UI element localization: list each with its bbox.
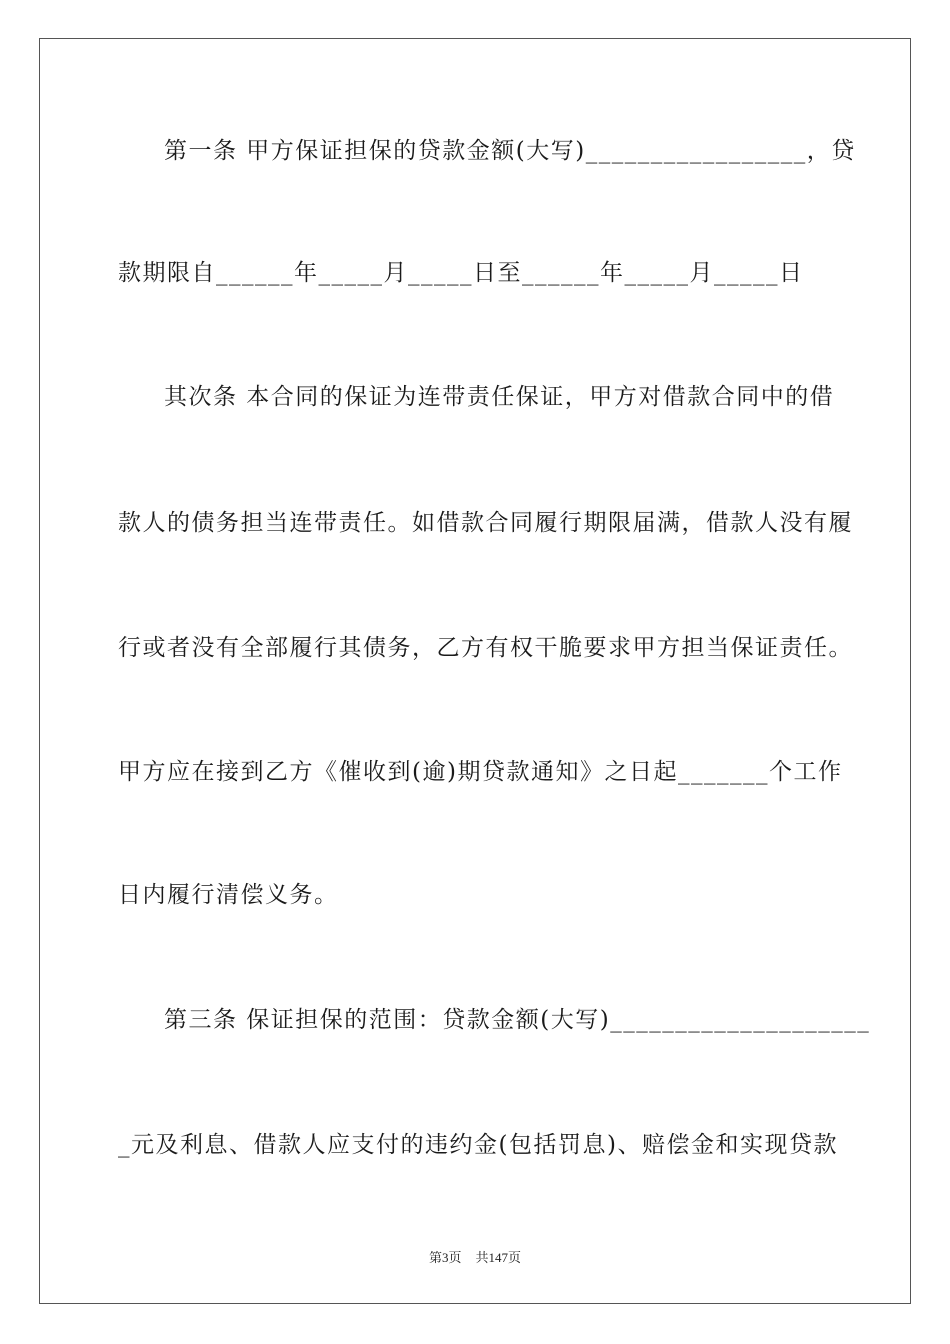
page-total: 共147页 (475, 1250, 522, 1265)
clause-1-line-1: 第一条 甲方保证担保的贷款金额(大写)_________________，贷 (164, 138, 856, 164)
page-number: 第3页 (428, 1250, 462, 1265)
clause-2-line-1: 其次条 本合同的保证为连带责任保证，甲方对借款合同中的借 (164, 384, 835, 410)
page-footer (0, 1247, 950, 1266)
clause-2-line-2: 款人的债务担当连带责任。如借款合同履行期限届满，借款人没有履 (118, 510, 853, 536)
clause-3-line-2: _元及利息、借款人应支付的违约金(包括罚息)、赔偿金和实现贷款 (118, 1132, 838, 1158)
page-border (39, 38, 911, 1304)
clause-3-line-1: 第三条 保证担保的范围：贷款金额(大写)____________________ (164, 1007, 871, 1033)
clause-2-line-3: 行或者没有全部履行其债务，乙方有权干脆要求甲方担当保证责任。 (118, 635, 853, 661)
clause-1-line-2: 款期限自______年_____月_____日至______年_____月_____日 (118, 260, 804, 286)
clause-2-line-4: 甲方应在接到乙方《催收到(逾)期贷款通知》之日起_______个工作 (118, 759, 843, 785)
clause-2-line-5: 日内履行清偿义务。 (118, 882, 339, 908)
